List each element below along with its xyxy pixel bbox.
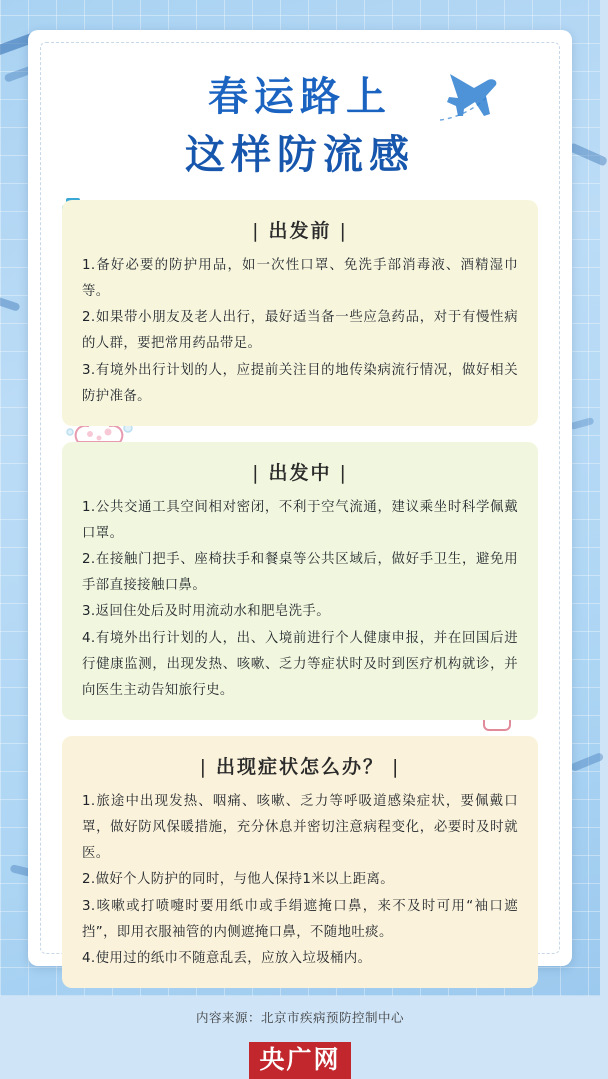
poster-title — [62, 68, 538, 184]
paragraph: 1.旅途中出现发热、咽痛、咳嗽、乏力等呼吸道感染症状，要佩戴口罩，做好防风保暖措施，充分休息并密切注意病程变化，必要时及时就医。 — [82, 793, 518, 862]
paragraph: 4.使用过的纸巾不随意乱丢，应放入垃圾桶内。 — [82, 950, 372, 966]
heading-bar-left: | — [252, 220, 261, 242]
heading-text: 出发前 — [268, 220, 332, 242]
decor-streak — [570, 752, 605, 772]
poster-content — [28, 30, 572, 1074]
paragraph: 2.如果带小朋友及老人出行，最好适当备一些应急药品，对于有慢性病的人群，要把常用药品带足。 — [82, 310, 518, 352]
heading-bar-left: | — [252, 461, 261, 484]
decor-streak — [570, 417, 595, 430]
section-heading — [82, 752, 518, 779]
logo — [62, 1042, 538, 1079]
heading-bar-left: | — [199, 755, 208, 778]
decor-streak — [0, 296, 21, 312]
section-before-departure — [62, 200, 538, 426]
section-during-departure — [62, 442, 538, 720]
paragraph: 2.做好个人防护的同时，与他人保持1米以上距离。 — [82, 872, 395, 888]
title-line-1: 春运路上 — [208, 74, 392, 120]
heading-bar-right: | — [339, 220, 348, 242]
title-line-2: 这样防流感 — [185, 132, 415, 178]
section-heading — [82, 458, 518, 485]
heading-text: 出现症状怎么办？ — [215, 755, 384, 778]
paragraph: 4.有境外出行计划的人，出、入境前进行个人健康申报，并在回国后进行健康监测，出现发热、咳嗽、乏力等症状时及时到医疗机构就诊，并向医生主动告知旅行史。 — [82, 630, 518, 698]
paragraph: 1.备好必要的防护用品，如一次性口罩、免洗手部消毒液、酒精湿巾等。 — [82, 258, 518, 300]
paragraph: 3.返回住处后及时用流动水和肥皂洗手。 — [82, 604, 331, 620]
paragraph: 3.咳嗽或打喷嚏时要用纸巾或手绢遮掩口鼻，来不及时可用“袖口遮挡”，即用衣服袖管的内侧遮掩口鼻，不随地吐痰。 — [82, 898, 518, 940]
heading-bar-right: | — [392, 755, 401, 778]
airplane-icon — [430, 64, 520, 124]
paragraph: 3.有境外出行计划的人，应提前关注目的地传染病流行情况，做好相关防护准备。 — [82, 362, 518, 404]
paragraph: 2.在接触门把手、座椅扶手和餐桌等公共区域后，做好手卫生，避免用手部直接接触口鼻。 — [82, 552, 518, 594]
source-note: 内容来源：北京市疾病预防控制中心 — [195, 1009, 404, 1025]
heading-text: 出发中 — [268, 461, 332, 484]
section-symptoms — [62, 736, 538, 988]
poster-card — [28, 30, 572, 1074]
paragraph: 1.公共交通工具空间相对密闭，不利于空气流通，建议乘坐时科学佩戴口罩。 — [82, 499, 518, 541]
heading-bar-right: | — [339, 461, 348, 484]
section-heading — [82, 216, 518, 243]
logo-text: 央广网 — [249, 1042, 350, 1079]
decor-streak — [568, 142, 608, 166]
